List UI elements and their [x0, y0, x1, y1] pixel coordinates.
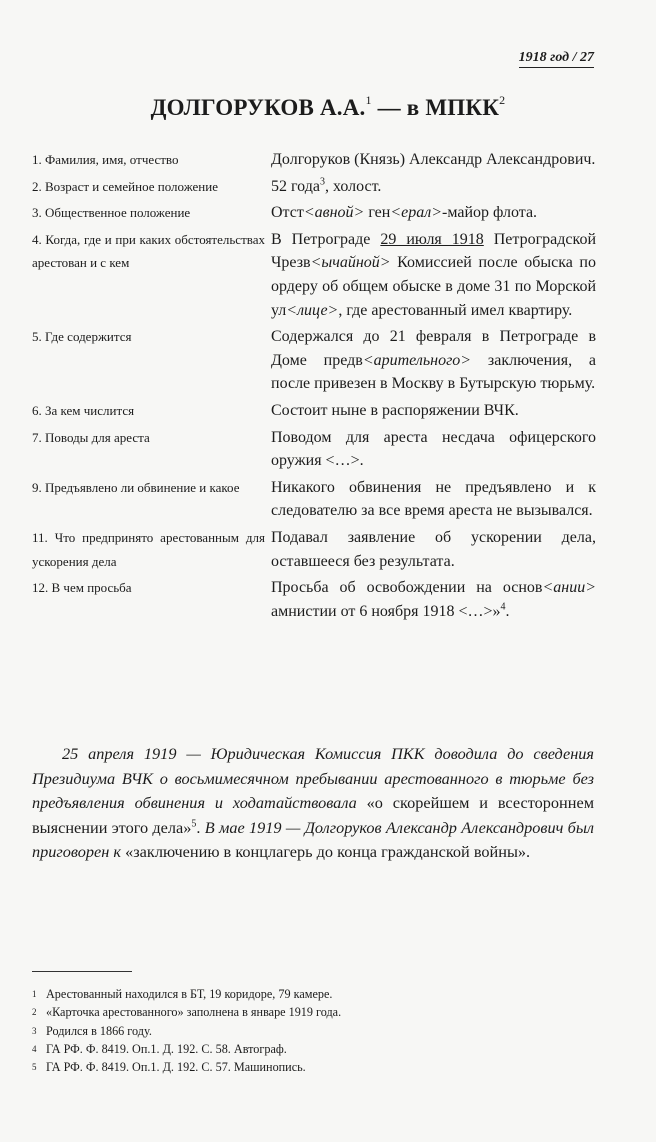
paragraph-segment: 5: [191, 818, 197, 830]
card-row: [32, 399, 596, 423]
card-answer-segment: Подавал заявление об ускорении дела, оставшееся без результата.: [271, 528, 596, 570]
footnote-rule: [32, 971, 132, 972]
card-answer: [271, 526, 596, 573]
footnote-text: ГА РФ. Ф. 8419. Оп.1. Д. 192. С. 57. Машинопись.: [46, 1060, 306, 1075]
card-answer-segment: 29 июля 1918: [380, 230, 484, 248]
footnote: [32, 1022, 592, 1040]
paragraph-segment: 25 апреля 1919 — Юридическая Комиссия ПКК доводила до сведения Президиума ВЧК о восьмимесячном пребывании арестованного в тюрьме без предъявления обвинения и ходатайствовала: [32, 744, 594, 812]
footnote-text: ГА РФ. Ф. 8419. Оп.1. Д. 192. С. 58. Автограф.: [46, 1041, 287, 1056]
footnote: [32, 1040, 592, 1058]
card-answer-segment: Состоит ныне в распоряжении ВЧК.: [271, 401, 519, 419]
footnote-number: 1: [32, 989, 37, 999]
card-answer-segment: Петроградской Чрезв: [271, 230, 597, 272]
card-question: 3. Общественное положение: [32, 205, 191, 221]
title-footnote-ref-2: 2: [499, 93, 506, 107]
card-answer-segment: 4: [500, 601, 506, 613]
card-answer-segment: Комиссией после обыска по ордеру об общем обыске в доме 31 по Морской ул: [271, 254, 596, 319]
card-answer-segment: <ании>: [542, 579, 596, 597]
card-question: 7. Поводы для ареста: [32, 429, 150, 445]
card-answer-segment: амнистии от 6 ноября 1918 <…>»: [271, 602, 501, 620]
card-row: [32, 148, 596, 172]
title-footnote-ref-1: 1: [365, 93, 372, 107]
card-answer-segment: В Петрограде: [271, 230, 381, 248]
paragraph-segment: «о скорейшем и всестороннем выяснении этого дела»: [32, 793, 594, 837]
card-answer: [271, 426, 596, 473]
paragraph-segment: «заключению в концлагерь до конца гражданской войны».: [125, 842, 531, 861]
card-answer-segment: <лице>: [286, 301, 339, 319]
card-answer: [271, 325, 596, 396]
running-header: 1918 год / 27: [519, 50, 594, 68]
footnote: [32, 985, 592, 1003]
card-row: [32, 576, 596, 623]
footnote: [32, 1058, 592, 1076]
card-question: 5. Где содержится: [32, 329, 132, 345]
footnote-number: 5: [32, 1062, 37, 1073]
card-row: [32, 426, 596, 473]
footnote-text: Родился в 1866 году.: [46, 1023, 152, 1038]
footnote-number: 2: [32, 1007, 37, 1018]
card-answer-segment: Просьба об освобождении на основ: [271, 579, 543, 597]
card-answer-segment: заключения, а после привезен в Москву в Бутырскую тюрьму.: [271, 351, 597, 393]
title-text: ДОЛГОРУКОВ А.А.: [150, 95, 366, 120]
card-answer-segment: Долгоруков (Князь) Александр Александрович.: [271, 151, 596, 168]
card-answer-segment: , где арестованный имел квартиру.: [338, 301, 573, 319]
footnote-text: «Карточка арестованного» заполнена в январе 1919 года.: [46, 1005, 342, 1020]
card-answer-segment: ген: [364, 204, 391, 222]
card-answer-segment: 3: [319, 176, 325, 188]
page-title: [0, 95, 656, 121]
card-answer-segment: Содержался до 21 февраля в Петрограде в Доме предв: [271, 328, 596, 369]
card-answer-segment: , холост.: [324, 177, 382, 195]
card-answer-segment: Никакого обвинения не предъявлено и к следователю за все время ареста не вызывался.: [271, 478, 596, 520]
commentary-paragraph: [32, 742, 594, 865]
card-answer-segment: Отст: [271, 204, 304, 222]
card-answer-segment: -майор флота.: [442, 204, 538, 222]
card-question: 12. В чем просьба: [32, 580, 132, 596]
card-question: 9. Предъявлено ли обвинение и какое: [32, 479, 240, 495]
card-answer: [271, 228, 596, 322]
card-question: 1. Фамилия, имя, отчество: [32, 152, 179, 167]
card-answer-segment: <ычайной>: [310, 254, 391, 272]
footnote-number: 4: [32, 1043, 37, 1054]
card-answer-segment: <авной>: [303, 204, 365, 222]
card-answer-segment: 52 года: [271, 177, 320, 195]
footnote-text: Арестованный находился в БТ, 19 коридоре, 79 камере.: [46, 987, 333, 1001]
card-answer-segment: <ерал>: [390, 204, 443, 222]
arrest-card: [32, 148, 596, 626]
card-row: [32, 476, 596, 523]
card-answer-segment: Поводом для ареста несдача офицерского оружия <…>.: [271, 428, 596, 470]
footnotes: [32, 985, 592, 1076]
card-answer: [271, 175, 596, 199]
card-question: 2. Возраст и семейное положение: [32, 178, 218, 194]
card-answer: [271, 399, 596, 423]
footnote: [32, 1003, 592, 1021]
paragraph-segment: В мае 1919 — Долгоруков Александр Александрович был приговорен к: [32, 817, 594, 861]
card-answer-segment: <арительного>: [362, 351, 472, 369]
card-row: [32, 201, 596, 225]
card-row: [32, 526, 596, 573]
paragraph-segment: .: [196, 817, 205, 837]
card-question: 4. Когда, где и при каких обстоятельствах арестован и с кем: [32, 231, 265, 271]
title-tail: — в МПКК: [371, 95, 500, 120]
card-row: [32, 228, 596, 322]
card-answer-segment: .: [505, 602, 510, 620]
card-answer: [271, 476, 596, 523]
footnote-number: 3: [32, 1025, 37, 1036]
card-row: [32, 325, 596, 396]
card-answer: [271, 201, 596, 225]
card-answer: [271, 148, 596, 172]
card-question: 6. За кем числится: [32, 402, 135, 418]
card-row: [32, 175, 596, 199]
card-question: 11. Что предпринято арестованным для ускорения дела: [32, 529, 265, 569]
card-answer: [271, 576, 596, 623]
